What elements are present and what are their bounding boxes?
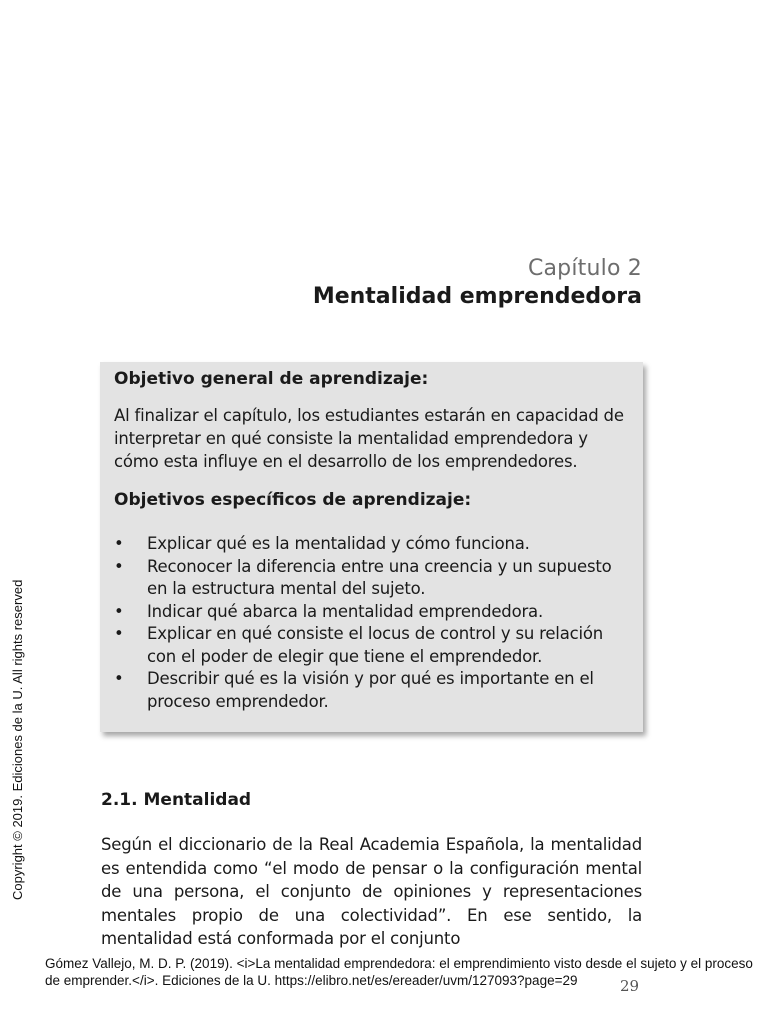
bullet-icon: • bbox=[114, 534, 124, 553]
page-number: 29 bbox=[620, 977, 640, 995]
learning-objectives-box bbox=[100, 362, 643, 732]
list-item bbox=[114, 533, 629, 556]
bullet-icon: • bbox=[114, 669, 124, 688]
bullet-icon: • bbox=[114, 601, 124, 621]
general-objective-text: Al finalizar el capítulo, los estudiantes estarán en capacidad de interpretar en qué consiste la mentalidad emprendedora y cómo esta influye en el desarrollo de los emprendedores. bbox=[114, 406, 624, 471]
section-body-text: Según el diccionario de la Real Academia Española, la mentalidad es entendida como “el modo de pensar o la configuración mental de una persona, el conjunto de opiniones y representaciones mentales propio de una colectividad”. En ese sentido, la mentalidad está conformada por el conjunto bbox=[101, 835, 642, 948]
specific-objectives-list bbox=[114, 533, 629, 713]
chapter-label: Capítulo 2 bbox=[527, 256, 642, 281]
copyright-notice: Copyright © 2019. Ediciones de la U. All rights reserved bbox=[10, 579, 25, 900]
list-item-text: Indicar qué abarca la mentalidad emprendedora. bbox=[147, 601, 544, 621]
general-objective-heading: Objetivo general de aprendizaje: bbox=[114, 369, 429, 389]
bullet-icon: • bbox=[114, 624, 124, 643]
list-item-text: Explicar qué es la mentalidad y cómo funciona. bbox=[147, 534, 530, 553]
list-item bbox=[114, 623, 629, 668]
list-item-text: Explicar en qué consiste el locus de control y su relación con el poder de elegir que tiene el emprendedor. bbox=[147, 624, 604, 666]
list-item bbox=[114, 668, 629, 713]
bullet-icon: • bbox=[114, 556, 124, 576]
section-heading: 2.1. Mentalidad bbox=[101, 790, 252, 810]
list-item-text: Reconocer la diferencia entre una creencia y un supuesto en la estructura mental del sujeto. bbox=[147, 556, 612, 598]
chapter-title: Mentalidad emprendedora bbox=[312, 284, 642, 309]
list-item-text: Describir qué es la visión y por qué es importante en el proceso emprendedor. bbox=[147, 669, 594, 711]
citation-footer: Gómez Vallejo, M. D. P. (2019). <i>La mentalidad emprendedora: el emprendimiento visto desde el sujeto y el proceso de emprender.</i>. Ediciones de la U. https://elibro.net/es/ereader/uvm/127093?page=29 bbox=[45, 956, 753, 988]
specific-objectives-heading: Objetivos específicos de aprendizaje: bbox=[114, 490, 472, 510]
list-item bbox=[114, 601, 629, 624]
list-item bbox=[114, 556, 629, 601]
